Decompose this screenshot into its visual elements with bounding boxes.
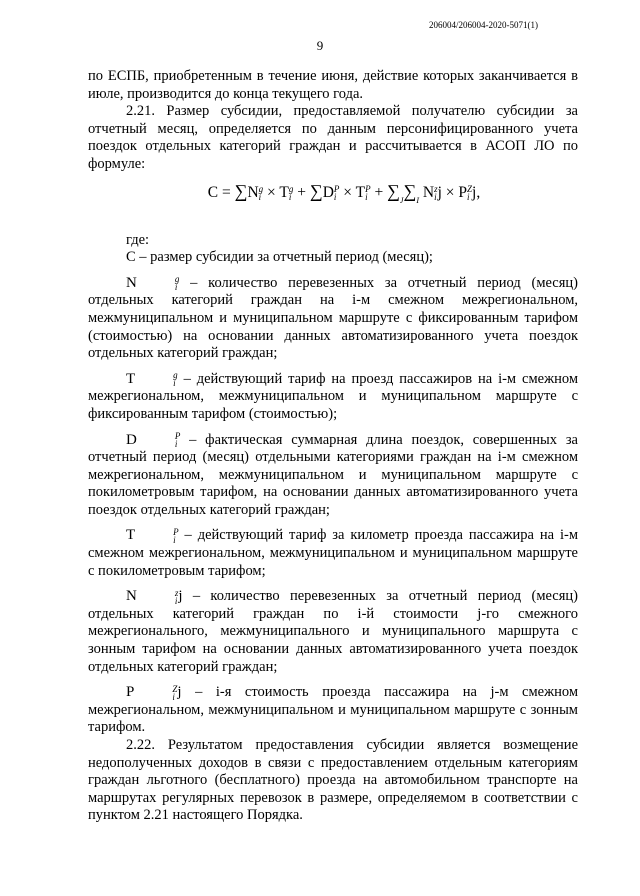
- formula-sub: i: [173, 378, 176, 389]
- formula-sup: g: [173, 370, 178, 381]
- formula-sub: i: [174, 282, 178, 293]
- formula-sub: i: [172, 691, 175, 702]
- formula-sub: i: [173, 535, 176, 546]
- paragraph-2-22: 2.22. Результатом предоставления субсидии является возмещение недополученных доходов в связи с предоставлением отдельным категориям граждан льготного (бесплатного) проезда на автомобильном транспорте на маршрутах регулярных перевозок в размере, определяемом в соответствии с пунктом 2.21 настоящего Порядка.: [88, 737, 578, 824]
- sum-sign-icon: ∑: [387, 180, 400, 201]
- formula-sup: P: [174, 431, 181, 442]
- formula-j: j,: [472, 183, 481, 201]
- formula-sup: P: [365, 184, 371, 194]
- sum-sign-icon: ∑: [403, 180, 417, 201]
- formula-sub: i: [434, 192, 437, 202]
- definition-pz-text: – i-я стоимость проезда пассажира на j-м смежном межрегиональном, межмуниципальном и муниципальном маршруте с зонным тарифом.: [88, 684, 578, 736]
- formula-term-n: N: [247, 183, 259, 201]
- formula-sup: Z: [172, 683, 178, 694]
- paragraph-continuation: по ЕСПБ, приобретенным в течение июня, действие которых заканчивается в июле, производится до конца текущего года.: [88, 68, 578, 102]
- formula-sup: Z: [467, 184, 473, 194]
- formula-sub: i: [333, 192, 337, 202]
- symbol-j: j: [178, 588, 183, 605]
- formula-j: j: [437, 183, 442, 201]
- sum-sign-icon: ∑: [309, 180, 323, 201]
- paragraph-2-21: 2.21. Размер субсидии, предоставляемой получателю субсидии за отчетный месяц, определяется по данным персонифицированного учета поездок отдельных категорий граждан и рассчитывается в АСОП ЛО по формуле:: [88, 103, 578, 172]
- definition-nz-text: – количество перевезенных за отчетный период (месяц) отдельных категорий граждан по i-й стоимости j-го смежного межрегионального, межмуниципального и муниципального маршрута с зонным тарифом на основании данных автоматизированного учета поездок отдельных категорий граждан;: [88, 588, 578, 675]
- formula-sub: i: [258, 192, 262, 202]
- definition-dp-text: – фактическая суммарная длина поездок, совершенных за отчетный период (месяц) отдельными категориями граждан на i-м смежном межрегиональном, межмуниципальном и муниципальном маршруте с покилометровым тарифом, на основании данных автоматизированного учета поездок отдельных категорий граждан;: [88, 431, 578, 518]
- formula-sup: P: [333, 184, 340, 194]
- formula-term-t: T: [355, 183, 366, 201]
- formula-sup: g: [258, 184, 264, 194]
- where-label: где:: [126, 231, 150, 248]
- symbol-j: j: [177, 684, 182, 701]
- formula-lhs: С =: [207, 183, 231, 201]
- formula-term-d: D: [322, 183, 334, 201]
- symbol-t: T: [126, 370, 136, 387]
- formula-sub: i: [365, 192, 368, 202]
- definition-tg-text: – действующий тариф на проезд пассажиров на i-м смежном межрегиональном, межмуниципальном и муниципальном маршруте с фиксированным тарифом (стоимостью);: [88, 370, 578, 422]
- formula-sup: z: [434, 184, 438, 194]
- formula-term-t: T: [279, 183, 289, 201]
- document-id: 206004/206004-2020-5071(1): [429, 20, 538, 30]
- definition-ng: [88, 275, 578, 363]
- definition-pz: [88, 684, 578, 737]
- subsidy-formula: С = ∑N g i × T g i + ∑D P i × T P i + $\sum_J\sum_I$ N z i j × P Z i j,: [207, 180, 481, 205]
- definition-dp: [88, 432, 578, 520]
- formula-term-n: N: [422, 183, 435, 201]
- definition-c: С – размер субсидии за отчетный период (месяц);: [126, 249, 433, 266]
- definition-tg: [88, 371, 578, 424]
- formula-sup: P: [173, 527, 179, 538]
- formula-sub: i: [174, 439, 178, 450]
- formula-term-p: P: [458, 183, 468, 201]
- symbol-n: N: [126, 588, 137, 605]
- formula-sub: i: [174, 595, 178, 606]
- symbol-n: N: [126, 274, 137, 291]
- symbol-d: D: [126, 431, 137, 448]
- definition-ng-text: – количество перевезенных за отчетный период (месяц) отдельных категорий граждан на i-м смежном межрегиональном, межмуниципальном и муниципальном маршруте с фиксированным тарифом (стоимостью) на основании данных автоматизированного учета поездок отдельных категорий граждан;: [88, 274, 578, 362]
- formula-sub: i: [467, 192, 470, 202]
- formula-sub: i: [288, 192, 292, 202]
- symbol-p: P: [126, 684, 135, 701]
- sum-index-i: I: [416, 195, 419, 205]
- page-number: 9: [316, 38, 324, 53]
- formula-sup: g: [288, 184, 294, 194]
- symbol-t: T: [126, 527, 136, 544]
- sum-sign-icon: ∑: [234, 180, 248, 201]
- formula-sup: z: [174, 587, 179, 598]
- definition-tp-text: – действующий тариф за километр проезда пассажира на i-м смежном межрегиональном, межмуниципальном и муниципальном маршруте с покилометровым тарифом;: [88, 527, 578, 579]
- definition-nz: [88, 588, 578, 676]
- definition-tp: [88, 527, 578, 580]
- formula-sup: g: [174, 274, 180, 285]
- sum-index-j: J: [399, 195, 404, 205]
- document-body: [88, 68, 578, 825]
